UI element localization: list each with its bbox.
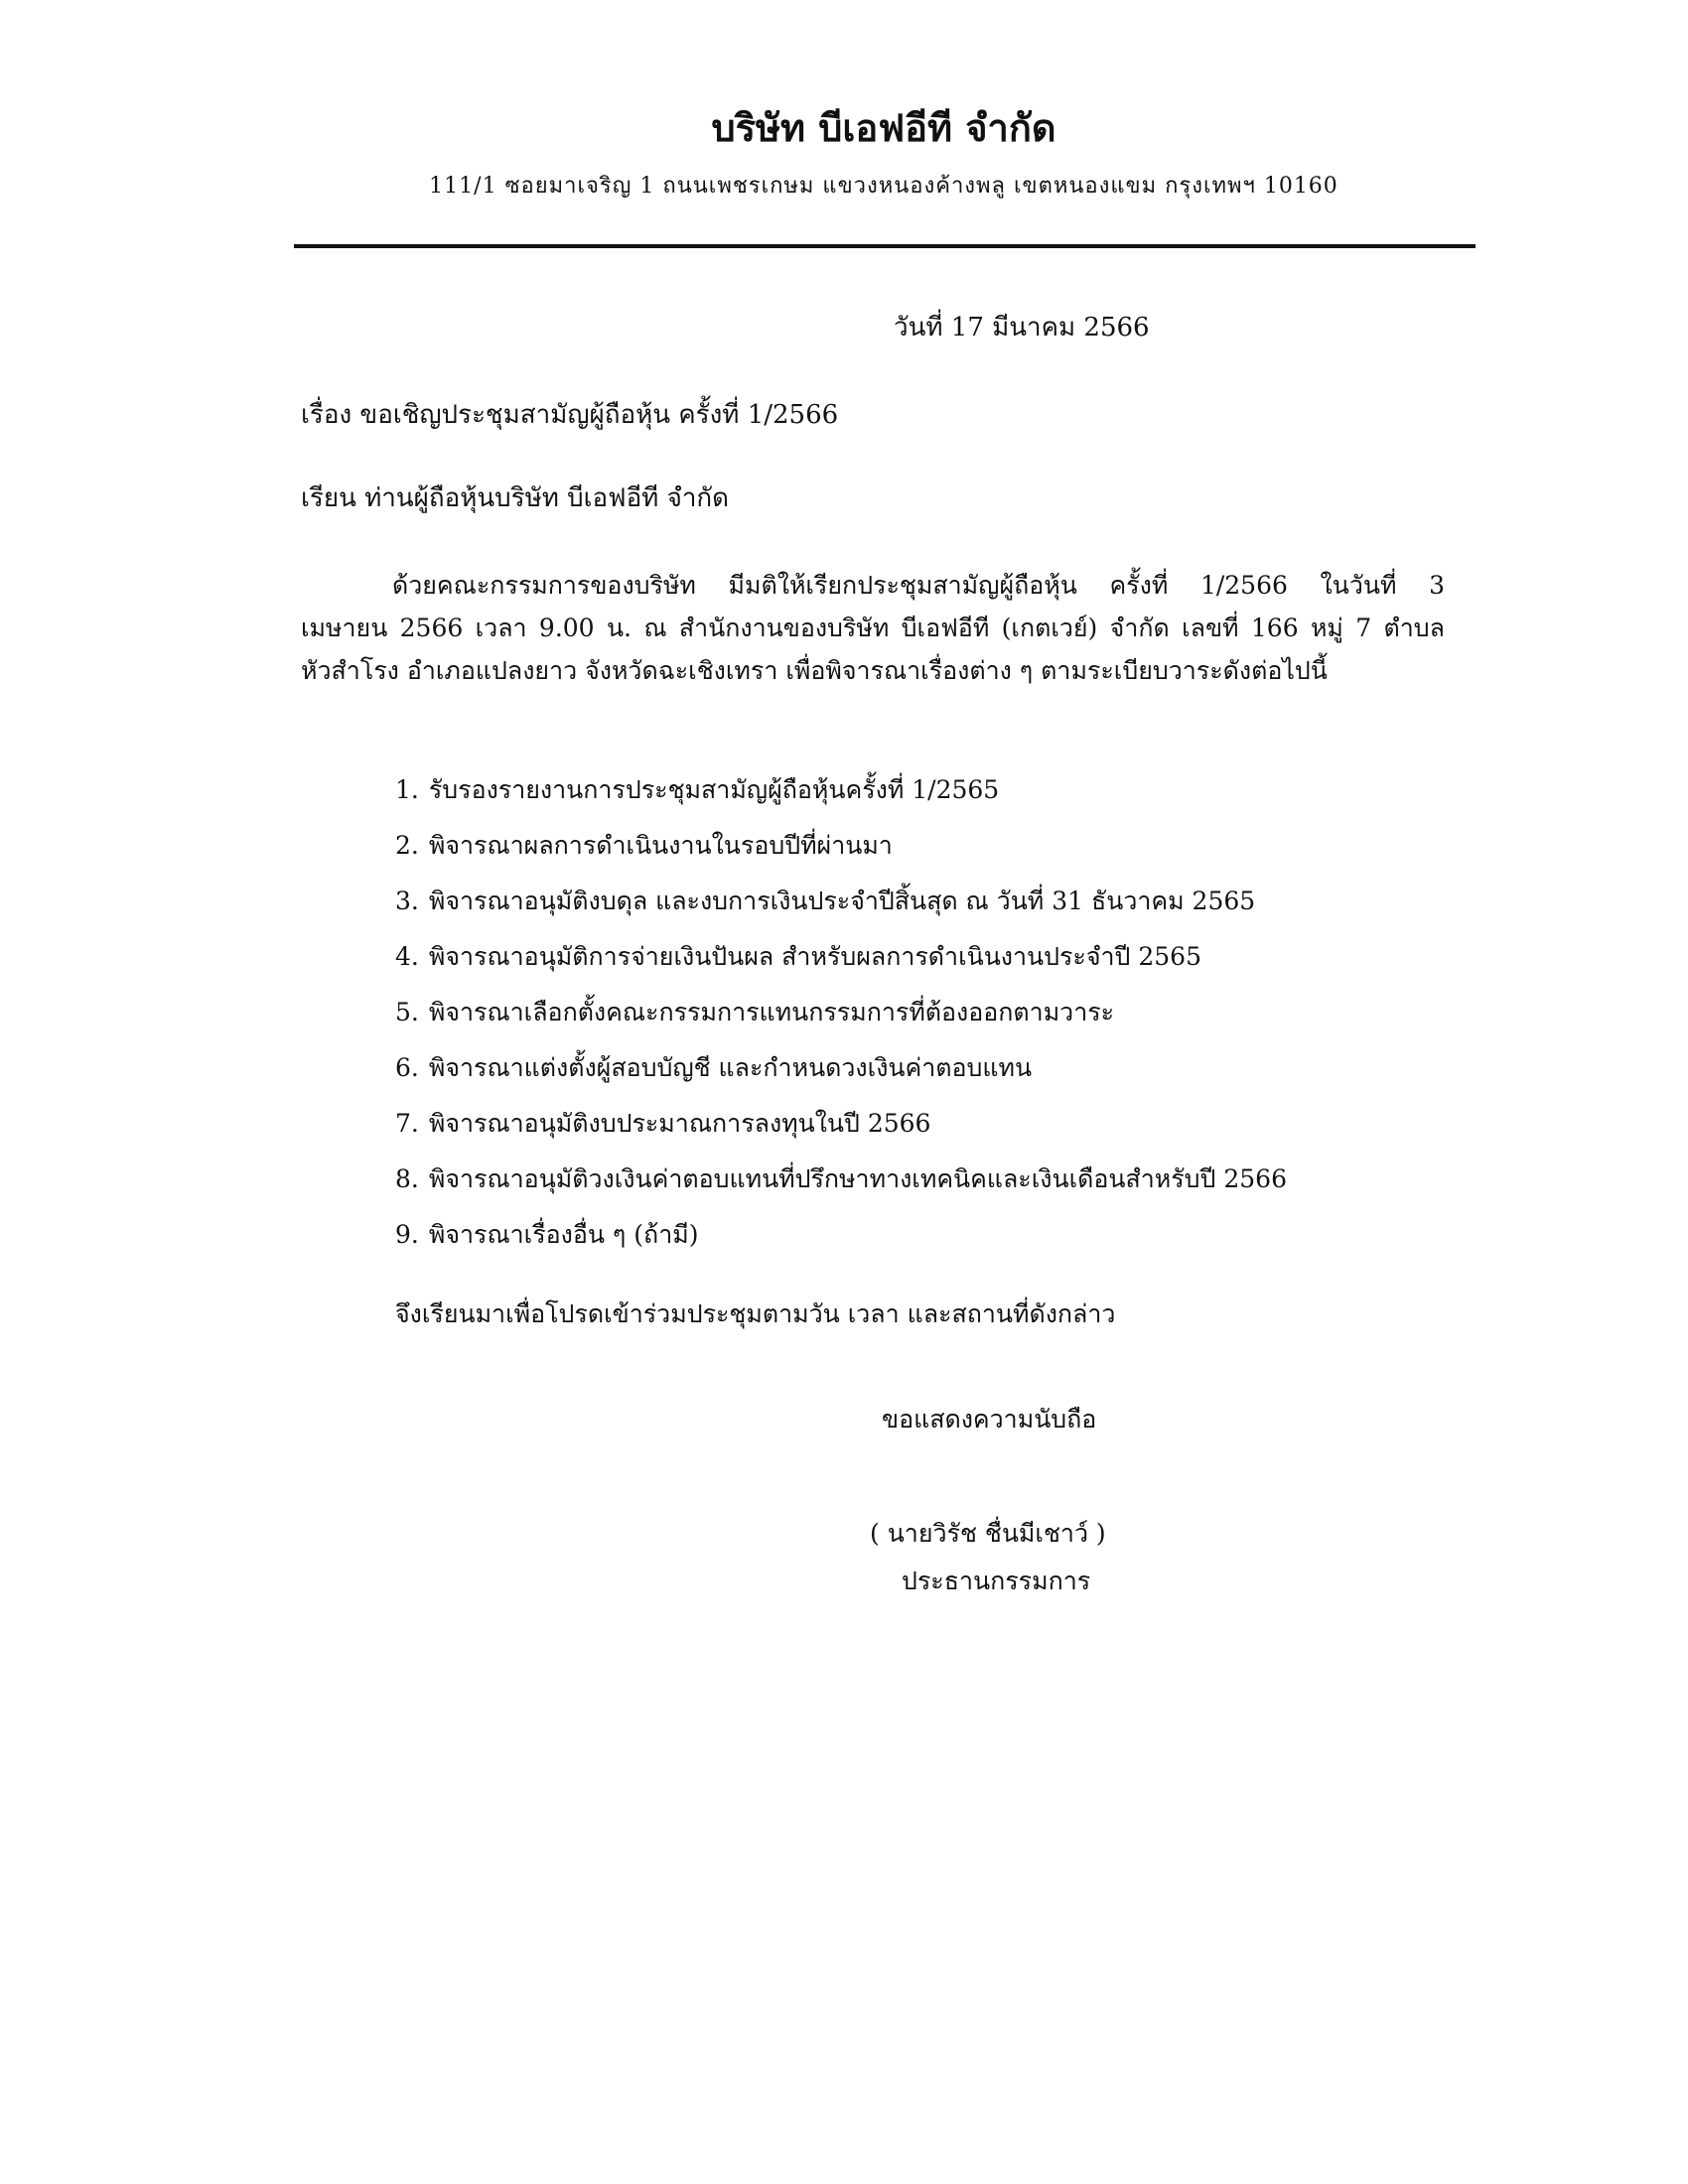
signer-title: ประธานกรรมการ xyxy=(902,1567,1091,1595)
body-line: ด้วยคณะกรรมการของบริษัท มีมติให้เรียกประชุมสามัญผู้ถือหุ้น ครั้งที่ 1/2566 ในวันที่ 3 xyxy=(392,571,1445,600)
body-paragraph xyxy=(301,564,1445,692)
agenda-item xyxy=(395,1207,1287,1263)
agenda-text: พิจารณาอนุมัติงบประมาณการลงทุนในปี 2566 xyxy=(428,1109,931,1138)
agenda-number: 8. xyxy=(395,1164,419,1193)
agenda-list xyxy=(395,762,1287,1263)
agenda-item xyxy=(395,874,1287,929)
agenda-text: พิจารณาอนุมัติวงเงินค่าตอบแทนที่ปรึกษาทางเทคนิคและเงินเดือนสำหรับปี 2566 xyxy=(428,1164,1287,1193)
agenda-number: 4. xyxy=(395,942,419,971)
agenda-number: 7. xyxy=(395,1109,419,1138)
letter-subject: เรื่อง ขอเชิญประชุมสามัญผู้ถือหุ้น ครั้งที่ 1/2566 xyxy=(301,400,839,430)
agenda-number: 5. xyxy=(395,998,419,1026)
agenda-text: พิจารณาแต่งตั้งผู้สอบบัญชี และกำหนดวงเงินค่าตอบแทน xyxy=(428,1053,1033,1082)
agenda-item xyxy=(395,929,1287,985)
agenda-text: พิจารณาเลือกตั้งคณะกรรมการแทนกรรมการที่ต้องออกตามวาระ xyxy=(428,998,1115,1026)
agenda-item xyxy=(395,762,1287,818)
body-line: เมษายน 2566 เวลา 9.00 น. ณ สำนักงานของบริษัท บีเอฟอีที (เกตเวย์) จำกัด เลขที่ 166 หมู่ 7 ตำบล xyxy=(301,614,1445,642)
letter-date: วันที่ 17 มีนาคม 2566 xyxy=(894,313,1150,342)
agenda-item xyxy=(395,818,1287,874)
company-name: บริษัท บีเอฟอีที จำกัด xyxy=(711,105,1056,150)
agenda-text: พิจารณาเรื่องอื่น ๆ (ถ้ามี) xyxy=(428,1220,699,1249)
agenda-number: 9. xyxy=(395,1220,419,1249)
body-line: หัวสำโรง อำเภอแปลงยาว จังหวัดฉะเชิงเทรา เพื่อพิจารณาเรื่องต่าง ๆ ตามระเบียบวาระดังต่อไปนี้ xyxy=(301,656,1328,685)
agenda-item xyxy=(395,1152,1287,1207)
agenda-number: 2. xyxy=(395,831,419,860)
agenda-item xyxy=(395,985,1287,1040)
header-divider xyxy=(294,244,1476,248)
company-address: 111/1 ซอยมาเจริญ 1 ถนนเพชรเกษม แขวงหนองค้างพลู เขตหนองแขม กรุงเทพฯ 10160 xyxy=(429,174,1338,199)
agenda-text: พิจารณาอนุมัติงบดุล และงบการเงินประจำปีสิ้นสุด ณ วันที่ 31 ธันวาคม 2565 xyxy=(428,887,1256,915)
agenda-item xyxy=(395,1096,1287,1152)
complimentary-close: ขอแสดงความนับถือ xyxy=(882,1405,1097,1433)
agenda-number: 3. xyxy=(395,887,419,915)
agenda-text: พิจารณาอนุมัติการจ่ายเงินปันผล สำหรับผลการดำเนินงานประจำปี 2565 xyxy=(428,942,1201,971)
closing-sentence: จึงเรียนมาเพื่อโปรดเข้าร่วมประชุมตามวัน เวลา และสถานที่ดังกล่าว xyxy=(395,1299,1116,1328)
letter-salutation: เรียน ท่านผู้ถือหุ้นบริษัท บีเอฟอีที จำกัด xyxy=(301,483,730,513)
agenda-text: พิจารณาผลการดำเนินงานในรอบปีที่ผ่านมา xyxy=(428,831,893,860)
agenda-number: 6. xyxy=(395,1053,419,1082)
agenda-text: รับรองรายงานการประชุมสามัญผู้ถือหุ้นครั้งที่ 1/2565 xyxy=(428,775,1000,804)
agenda-item xyxy=(395,1040,1287,1096)
signer-name: ( นายวิรัช ชื่นมีเชาว์ ) xyxy=(870,1519,1106,1548)
agenda-number: 1. xyxy=(395,775,419,804)
